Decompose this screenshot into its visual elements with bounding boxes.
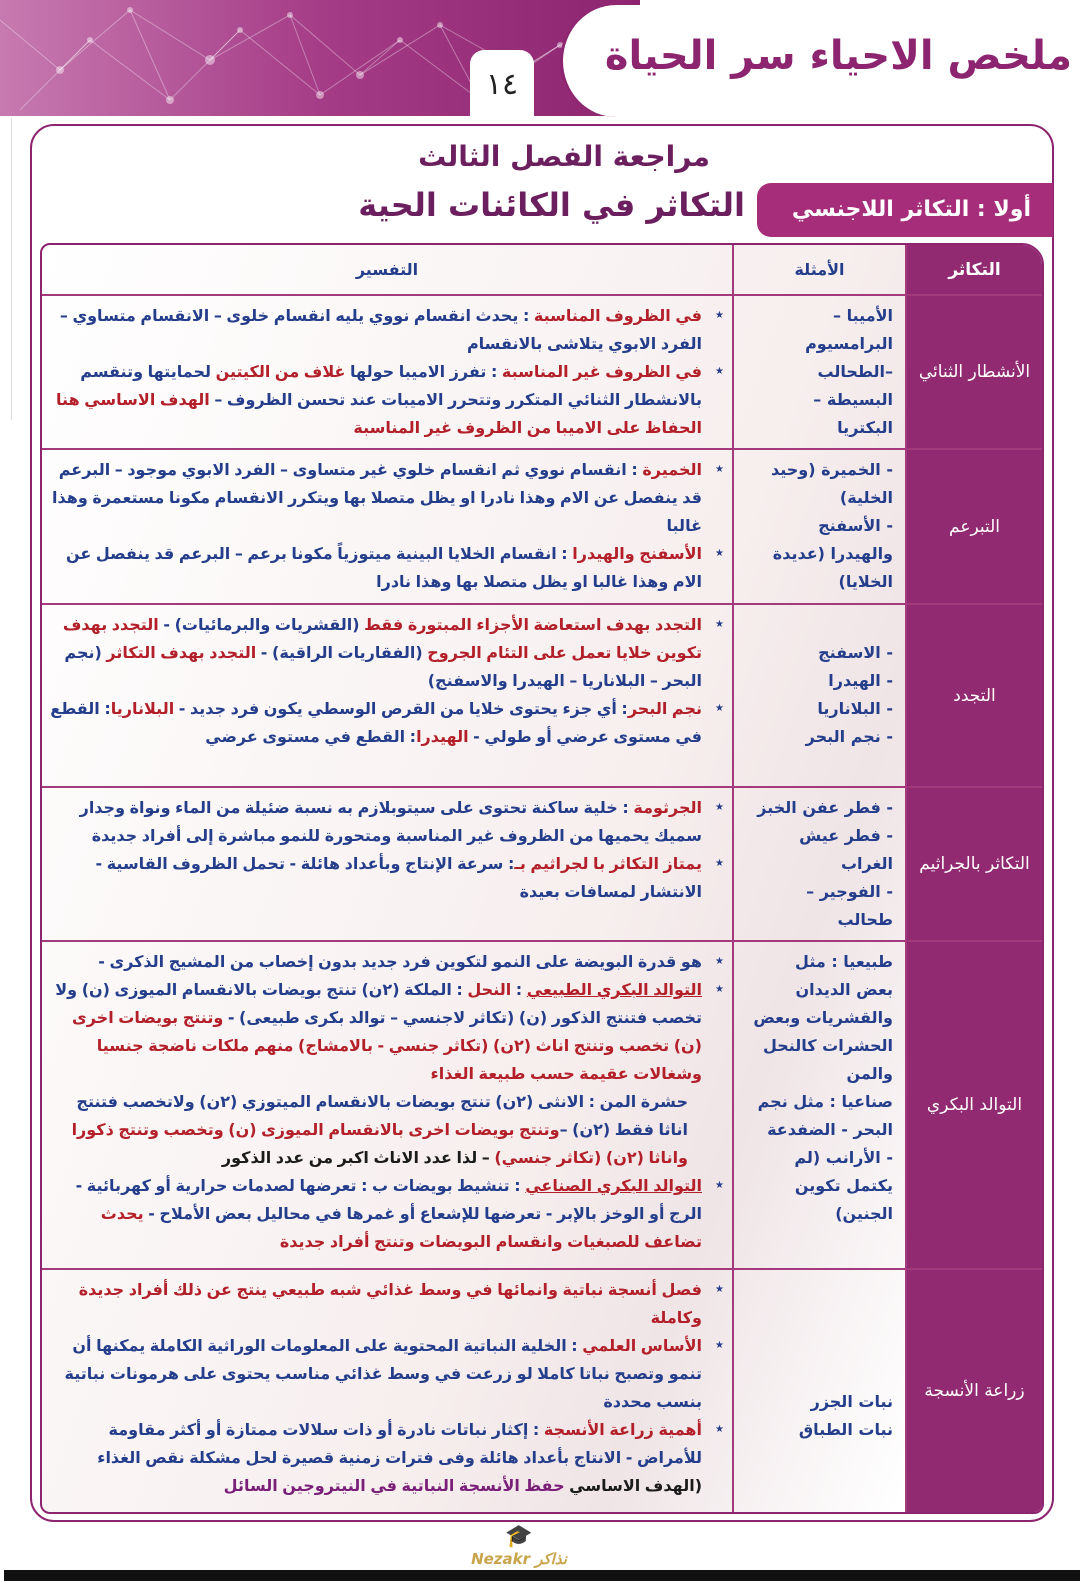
explanation-cell bbox=[42, 605, 732, 786]
example-line: الحشرات كالنحل bbox=[762, 1036, 893, 1055]
example-line: البسيطة – bbox=[813, 390, 893, 409]
reproduction-type: زراعة الأنسجة bbox=[907, 1270, 1042, 1512]
example-line: الأميبا – bbox=[833, 306, 893, 325]
bullet-point bbox=[50, 794, 702, 850]
text-segment: حشرة المن : الانثى (٢ن) تنتج بويضات بالانقسام الميتوزي (٢ن) ولاتخصب فتنتج اناثا فقط (٢ن) – bbox=[76, 1092, 688, 1139]
example-line bbox=[738, 1304, 893, 1332]
bullet-point bbox=[50, 358, 702, 442]
text-segment: لحمايتها وتنقسم بالانشطار الثنائي المتكرر وتتحرر الاميبات عند تحسن الظروف – bbox=[80, 362, 702, 409]
section-tag: أولا : التكاثر اللاجنسي bbox=[757, 183, 1053, 237]
bullet-point bbox=[50, 948, 702, 976]
example-line: نبات الجزر bbox=[810, 1392, 893, 1411]
text-segment: : يحدث انقسام نووي يليه انقسام خلوى – الانقسام متساوي – الفرد الابوي يتلاشى بالانقسام bbox=[59, 306, 702, 353]
book-title: ملخص الاحياء سر الحياة bbox=[604, 33, 1072, 79]
content-frame bbox=[30, 124, 1054, 1522]
graduation-cap-icon: 🎓 bbox=[505, 1524, 533, 1549]
bullet-point bbox=[50, 456, 702, 540]
header-explanation: التفسير bbox=[355, 259, 419, 279]
table-row bbox=[42, 448, 1042, 603]
bullet-point bbox=[50, 1276, 702, 1332]
bullet-point bbox=[50, 695, 702, 751]
explanation-cell bbox=[42, 1270, 732, 1512]
page-header bbox=[0, 0, 1080, 118]
table-row bbox=[42, 294, 1042, 448]
example-line: بعض الديدان bbox=[795, 980, 893, 999]
reproduction-type: التكاثر بالجراثيم bbox=[907, 788, 1042, 940]
text-segment: : bbox=[511, 980, 527, 999]
text-segment: : القطع في مستوى عرضي bbox=[205, 727, 417, 746]
example-line bbox=[738, 611, 893, 639]
watermark-logo bbox=[464, 1524, 574, 1568]
text-segment: : الخلية النباتية المحتوية على المعلومات الوراثية الكاملة يمكنها أن تنمو وتصبح نباتا كاملا لو زرعت في وسط غذائي مناسب يحتوى على هرمونات نباتية بنسب محددة bbox=[64, 1336, 702, 1411]
example-line: طحالب bbox=[837, 910, 893, 929]
header-examples: الأمثلة bbox=[732, 245, 907, 294]
explanation-cell bbox=[42, 296, 732, 448]
text-segment: : القطع في مستوى عرضي أو طولي - bbox=[50, 699, 702, 746]
example-line: - فطر عيش bbox=[799, 826, 893, 845]
text-segment: : تنشيط بويضات ب : تعرضها لصدمات حرارية أو كهربائية - الرج أو الوخز بالإبر - تعرضها للإشعاع أو غمرها في محاليل بعض الأملاح - bbox=[75, 1176, 702, 1223]
example-line: - الفوجير – bbox=[806, 882, 893, 901]
text-segment: : انقسام الخلايا البينية ميتوزياً مكونا برعم – البرعم قد ينفصل عن الام وهذا غالبا او يظل متصلا بها وهذا نادرا bbox=[65, 544, 702, 591]
text-segment: وتنتج بويضات اخرى بالانقسام الميوزى (ن) وتخصب وتنتج ذكورا واناثا (٢ن) (تكاثر جنسي) bbox=[71, 1120, 688, 1167]
example-line: صناعيا : مثل نجم bbox=[757, 1092, 893, 1111]
example-line: الخلايا) bbox=[838, 572, 893, 591]
text-segment: النحل bbox=[467, 980, 512, 999]
header-type: التكاثر bbox=[907, 245, 1042, 294]
text-segment: أهمية زراعة الأنسجة bbox=[543, 1420, 702, 1439]
bullet-point bbox=[50, 1416, 702, 1500]
text-segment: الأسفنج والهيدرا bbox=[572, 544, 702, 563]
text-segment: التجدد بهدف تكوين خلايا تعمل على التئام الجروح bbox=[62, 615, 702, 662]
example-line: الخلية) bbox=[839, 488, 893, 507]
bullet-point bbox=[50, 1332, 702, 1416]
example-line: - الاسفنج bbox=[818, 643, 893, 662]
table-row bbox=[42, 1268, 1042, 1512]
bullet-point bbox=[50, 976, 702, 1088]
example-line: –الطحالب bbox=[817, 362, 893, 381]
examples-cell bbox=[732, 296, 907, 448]
example-line: الجنين) bbox=[835, 1204, 893, 1223]
bullet-point bbox=[50, 540, 702, 596]
table-row bbox=[42, 786, 1042, 940]
text-segment: (الهدف الاساسي bbox=[569, 1476, 702, 1495]
chapter-topic-title: التكاثر في الكائنات الحية bbox=[358, 186, 745, 224]
text-segment: : إكثار نباتات نادرة أو ذات سلالات ممتازة أو أكثر مقاومة للأمراض - الانتاج بأعداد هائلة وفى فترات زمنية قصيرة لحل مشكلة نقص الغذاء bbox=[97, 1420, 702, 1467]
bullet-point bbox=[50, 302, 702, 358]
text-segment: – لذا عدد الاناث اكبر من عدد الذكور bbox=[221, 1148, 495, 1167]
bottom-bar bbox=[4, 1570, 1080, 1581]
text-segment: (نجم البحر – البلاناريا – الهيدرا والاسفنج) bbox=[64, 643, 702, 690]
bullet-point bbox=[50, 1172, 702, 1256]
text-segment: يحدث تضاعف للصبغيات وانقسام البويضات وتنتج أفراد جديدة bbox=[100, 1204, 702, 1251]
example-line: والمن bbox=[846, 1064, 893, 1083]
example-line: والهيدرا (عديدة bbox=[772, 544, 893, 563]
reproduction-table bbox=[40, 243, 1044, 1514]
text-segment: التوالد البكري الطبيعي bbox=[526, 980, 702, 999]
text-segment: التجدد بهدف استعاضة الأجزاء المبتورة فقط bbox=[364, 615, 702, 634]
example-line: البحر - الضفدعة bbox=[767, 1120, 893, 1139]
bullet-point bbox=[50, 850, 702, 906]
table-row bbox=[42, 603, 1042, 786]
example-line: - الهيدرا bbox=[828, 671, 893, 690]
example-line: البرامسيوم bbox=[805, 334, 893, 353]
example-line: البكتريا bbox=[837, 418, 893, 437]
text-segment: وتنتج بويضات اخرى (ن) تخصب وتنتج اناث (٢ن) (تكاثر جنسي - بالامشاج) منهم ملكات ناضجة جنسيا وشغالات عقيمة حسب طبيعة الغذاء bbox=[72, 1008, 702, 1083]
text-segment: التجدد بهدف التكاثر bbox=[106, 643, 257, 662]
text-segment: غلاف من الكيتين bbox=[215, 362, 346, 381]
bullet-point bbox=[50, 611, 702, 695]
paragraph bbox=[50, 1088, 702, 1172]
text-segment: الجرثومة bbox=[633, 798, 702, 817]
text-segment: فصل أنسجة نباتية وانمائها في وسط غذائي شبه طبيعي ينتج عن ذلك أفراد جديدة وكاملة bbox=[78, 1280, 702, 1327]
explanation-cell bbox=[42, 450, 732, 603]
text-segment: في الظروف غير المناسبة bbox=[501, 362, 702, 381]
example-line bbox=[738, 1332, 893, 1360]
title-capsule bbox=[560, 5, 1080, 117]
text-segment: حفظ الأنسجة النباتية في النيتروجين السائل bbox=[223, 1476, 570, 1495]
text-segment: (الفقاريات الراقية) - bbox=[256, 643, 428, 662]
text-segment: (القشريات والبرمائيات) - bbox=[158, 615, 365, 634]
example-line: والقشريات وبعض bbox=[753, 1008, 893, 1027]
example-line: يكتمل تكوين bbox=[794, 1176, 893, 1195]
text-segment: هو قدرة البويضة على النمو لتكوين فرد جديد بدون إخصاب من المشيج الذكرى - bbox=[98, 952, 702, 971]
text-segment: : سرعة الإنتاج وبأعداد هائلة - تحمل الظروف القاسية - الانتشار لمسافات بعيدة bbox=[95, 854, 702, 901]
text-segment: : خلية ساكنة تحتوى على سيتوبلازم به نسبة ضئيلة من الماء ونواة وجدار سميك يحميها من الظروف غير المناسبة ومتحورة للنمو مباشرة إلى أفراد جديدة bbox=[79, 798, 702, 845]
table-header-row bbox=[42, 245, 1042, 294]
example-line: - نجم البحر bbox=[805, 727, 893, 746]
example-line: الغراب bbox=[840, 854, 893, 873]
page-number: ١٤ bbox=[470, 50, 534, 116]
examples-cell bbox=[732, 605, 907, 786]
example-line: نبات الطباق bbox=[798, 1420, 893, 1439]
examples-cell bbox=[732, 450, 907, 603]
text-segment: : أي جزء يحتوى خلايا من القرص الوسطي يكون فرد جديد - bbox=[174, 699, 628, 718]
text-segment: يمتاز التكاثر با لجراثيم بـ bbox=[514, 854, 702, 873]
content-wrapper bbox=[30, 124, 1054, 1581]
examples-cell bbox=[732, 788, 907, 940]
example-line: - الأرانب (لم bbox=[794, 1148, 893, 1167]
example-line bbox=[738, 1360, 893, 1388]
example-line: - البلاناريا bbox=[817, 699, 893, 718]
text-segment: التوالد البكري الصناعي bbox=[525, 1176, 702, 1195]
network-banner-graphic bbox=[0, 0, 640, 116]
text-segment: نجم البحر bbox=[627, 699, 702, 718]
watermark-text: Nezakr نذاكر bbox=[471, 1550, 567, 1568]
text-segment: : الملكة (٢ن) تنتج بويضات بالانقسام الميوزى (ن) ولا تخصب فتنتج الذكور (ن) (تكاثر لاجنسي – توالد بكرى طبيعى) - bbox=[55, 980, 702, 1027]
text-segment: البلاناريا bbox=[110, 699, 175, 718]
explanation-cell bbox=[42, 942, 732, 1268]
text-segment: الخميرة bbox=[642, 460, 702, 479]
reproduction-type: التوالد البكري bbox=[907, 942, 1042, 1268]
reproduction-type: التجدد bbox=[907, 605, 1042, 786]
reproduction-type: الأنشطار الثنائي bbox=[907, 296, 1042, 448]
network-pattern-icon bbox=[0, 0, 640, 116]
examples-cell bbox=[732, 942, 907, 1268]
text-segment: الأساس العلمي bbox=[582, 1336, 702, 1355]
reproduction-type: التبرعم bbox=[907, 450, 1042, 603]
example-line: - فطر عفن الخبز bbox=[757, 798, 893, 817]
text-segment: : انقسام نووي ثم انقسام خلوي غير متساوى – الفرد الابوي موجود – البرعم قد ينفصل عن الام وهذا نادرا او يظل متصلا بها ويتكرر الانقسام مكونا مستعمرة وهذا غالبا bbox=[52, 460, 702, 535]
examples-cell bbox=[732, 1270, 907, 1512]
text-segment: : تفرز الاميبا حولها bbox=[345, 362, 502, 381]
chapter-review-title: مراجعة الفصل الثالث bbox=[418, 140, 710, 173]
example-line: - الأسفنج bbox=[818, 516, 893, 535]
table-row bbox=[42, 940, 1042, 1268]
explanation-cell bbox=[42, 788, 732, 940]
example-line: - الخميرة (وحيد bbox=[770, 460, 893, 479]
text-segment: الهدف الاساسي هنا الحفاظ على الاميبا من الظروف غير المناسبة bbox=[56, 390, 702, 437]
example-line: طبيعيا : مثل bbox=[795, 952, 893, 971]
example-line bbox=[738, 1276, 893, 1304]
text-segment: في الظروف المناسبة bbox=[533, 306, 702, 325]
text-segment: الهيدرا bbox=[416, 727, 469, 746]
